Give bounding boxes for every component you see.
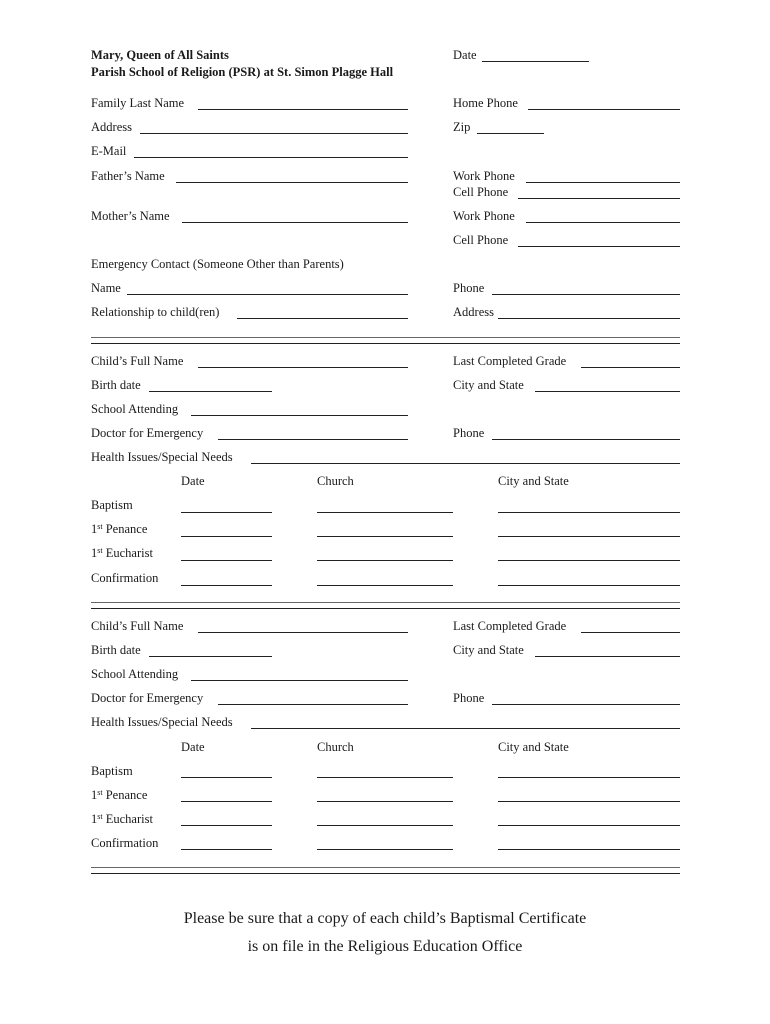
relationship-field[interactable] [237, 318, 408, 319]
child2-sacrament-label: Confirmation [91, 836, 159, 850]
child2-phone-field[interactable] [492, 704, 680, 705]
child1-confirmation-church-field[interactable] [317, 585, 453, 586]
emergency-name-label: Name [91, 281, 121, 295]
child2-confirmation-city-field[interactable] [498, 849, 680, 850]
program-title: Parish School of Religion (PSR) at St. Simon Plagge Hall [91, 65, 394, 79]
child2-sacrament-label: 1st Penance [91, 788, 148, 802]
section-divider [91, 337, 680, 338]
father-name-field[interactable] [176, 182, 408, 183]
child2-city-state-field[interactable] [535, 656, 680, 657]
father-cell-phone-label: Cell Phone [453, 185, 509, 199]
child1-eucharist-date-field[interactable] [181, 560, 272, 561]
child1-birth-date-label: Birth date [91, 378, 141, 392]
child2-penance-church-field[interactable] [317, 801, 453, 802]
child2-health-field[interactable] [251, 728, 680, 729]
child1-phone-label: Phone [453, 426, 485, 440]
child1-sacrament-label: Confirmation [91, 571, 159, 585]
child2-school-label: School Attending [91, 667, 179, 681]
child1-col-city-state: City and State [498, 474, 569, 488]
child1-city-state-label: City and State [453, 378, 524, 392]
address-label: Address [91, 120, 132, 134]
mother-work-phone-field[interactable] [526, 222, 680, 223]
mother-name-label: Mother’s Name [91, 209, 170, 223]
child1-birth-date-field[interactable] [149, 391, 272, 392]
date-field[interactable] [482, 61, 589, 62]
child1-eucharist-city-field[interactable] [498, 560, 680, 561]
mother-cell-phone-field[interactable] [518, 246, 680, 247]
child2-last-grade-label: Last Completed Grade [453, 619, 567, 633]
child1-confirmation-date-field[interactable] [181, 585, 272, 586]
child1-health-field[interactable] [251, 463, 680, 464]
child1-city-state-field[interactable] [535, 391, 680, 392]
email-field[interactable] [134, 157, 408, 158]
child2-doctor-label: Doctor for Emergency [91, 691, 204, 705]
child1-sacrament-label: 1st Eucharist [91, 546, 153, 560]
zip-label: Zip [453, 120, 471, 134]
emergency-address-field[interactable] [498, 318, 680, 319]
emergency-name-field[interactable] [127, 294, 408, 295]
child1-baptism-city-field[interactable] [498, 512, 680, 513]
emergency-phone-label: Phone [453, 281, 485, 295]
child1-penance-city-field[interactable] [498, 536, 680, 537]
father-name-label: Father’s Name [91, 169, 165, 183]
child1-penance-date-field[interactable] [181, 536, 272, 537]
section-divider [91, 873, 680, 874]
child2-eucharist-church-field[interactable] [317, 825, 453, 826]
father-cell-phone-field[interactable] [518, 198, 680, 199]
child1-penance-church-field[interactable] [317, 536, 453, 537]
home-phone-field[interactable] [528, 109, 680, 110]
child2-confirmation-church-field[interactable] [317, 849, 453, 850]
child1-school-label: School Attending [91, 402, 179, 416]
child2-sacrament-label: 1st Eucharist [91, 812, 153, 826]
child2-birth-date-field[interactable] [149, 656, 272, 657]
child2-confirmation-date-field[interactable] [181, 849, 272, 850]
child1-confirmation-city-field[interactable] [498, 585, 680, 586]
child1-sacrament-label: Baptism [91, 498, 133, 512]
child2-last-grade-field[interactable] [581, 632, 680, 633]
family-last-name-label: Family Last Name [91, 96, 185, 110]
address-field[interactable] [140, 133, 408, 134]
certificate-note-line2: is on file in the Religious Education Office [247, 938, 523, 955]
child2-sacrament-label: Baptism [91, 764, 133, 778]
father-work-phone-field[interactable] [526, 182, 680, 183]
relationship-label: Relationship to child(ren) [91, 305, 220, 319]
child1-baptism-church-field[interactable] [317, 512, 453, 513]
email-label: E-Mail [91, 144, 127, 158]
child2-eucharist-date-field[interactable] [181, 825, 272, 826]
child2-full-name-label: Child’s Full Name [91, 619, 184, 633]
child2-full-name-field[interactable] [198, 632, 408, 633]
child2-eucharist-city-field[interactable] [498, 825, 680, 826]
emergency-address-label: Address [453, 305, 494, 319]
child1-doctor-label: Doctor for Emergency [91, 426, 204, 440]
child1-eucharist-church-field[interactable] [317, 560, 453, 561]
child2-col-city-state: City and State [498, 740, 569, 754]
zip-field[interactable] [477, 133, 544, 134]
emergency-heading: Emergency Contact (Someone Other than Parents) [91, 257, 344, 271]
home-phone-label: Home Phone [453, 96, 518, 110]
family-last-name-field[interactable] [198, 109, 408, 110]
certificate-note-line1: Please be sure that a copy of each child’s Baptismal Certificate [183, 910, 587, 927]
section-divider [91, 602, 680, 603]
emergency-phone-field[interactable] [492, 294, 680, 295]
child2-baptism-date-field[interactable] [181, 777, 272, 778]
section-divider [91, 343, 680, 344]
child1-sacrament-label: 1st Penance [91, 522, 148, 536]
father-work-phone-label: Work Phone [453, 169, 515, 183]
child2-phone-label: Phone [453, 691, 485, 705]
child1-health-label: Health Issues/Special Needs [91, 450, 233, 464]
child1-full-name-label: Child’s Full Name [91, 354, 184, 368]
child1-col-date: Date [181, 474, 205, 488]
date-label: Date [453, 48, 477, 62]
child1-last-grade-field[interactable] [581, 367, 680, 368]
section-divider [91, 867, 680, 868]
child1-full-name-field[interactable] [198, 367, 408, 368]
child2-doctor-field[interactable] [218, 704, 408, 705]
child2-penance-city-field[interactable] [498, 801, 680, 802]
child1-last-grade-label: Last Completed Grade [453, 354, 567, 368]
child2-penance-date-field[interactable] [181, 801, 272, 802]
child1-school-field[interactable] [191, 415, 408, 416]
mother-work-phone-label: Work Phone [453, 209, 515, 223]
mother-cell-phone-label: Cell Phone [453, 233, 509, 247]
org-name: Mary, Queen of All Saints [91, 48, 229, 62]
child2-baptism-city-field[interactable] [498, 777, 680, 778]
child1-phone-field[interactable] [492, 439, 680, 440]
child2-health-label: Health Issues/Special Needs [91, 715, 233, 729]
section-divider [91, 608, 680, 609]
child2-school-field[interactable] [191, 680, 408, 681]
child2-col-church: Church [317, 740, 354, 754]
child2-city-state-label: City and State [453, 643, 524, 657]
child2-col-date: Date [181, 740, 205, 754]
child1-col-church: Church [317, 474, 354, 488]
child1-doctor-field[interactable] [218, 439, 408, 440]
child2-birth-date-label: Birth date [91, 643, 141, 657]
child1-baptism-date-field[interactable] [181, 512, 272, 513]
mother-name-field[interactable] [182, 222, 408, 223]
child2-baptism-church-field[interactable] [317, 777, 453, 778]
